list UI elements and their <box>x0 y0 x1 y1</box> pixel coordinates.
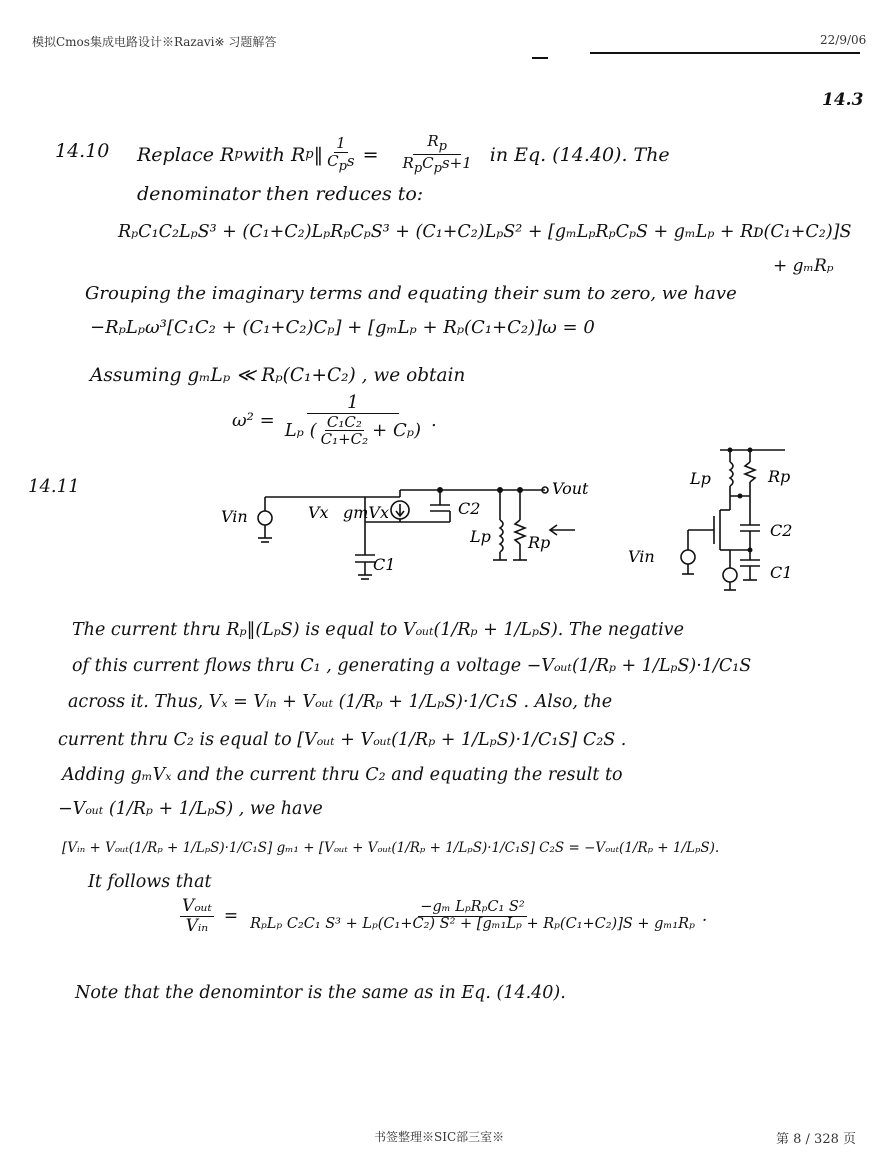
omega-denominator <box>283 414 423 448</box>
transfer-rhs <box>248 900 697 933</box>
transfer-lhs-den: Vᵢₙ <box>185 915 209 936</box>
page-tag: 14.3 <box>822 90 864 110</box>
fraction-denominator <box>325 153 357 174</box>
small-signal-circuit <box>215 470 595 600</box>
den-c-sub: p <box>338 158 347 174</box>
transistor-circuit <box>620 440 820 600</box>
bias-current-source <box>723 568 737 582</box>
circuit2-label-c2: C2 <box>770 521 793 540</box>
den-s: s <box>346 151 355 170</box>
solution-line-3: across it. Thus, Vₓ = Vᵢₙ + Vₒᵤₜ (1/Rₚ + 1/LₚS)·1/C₁S . Also, the <box>68 692 613 712</box>
omega-den-b: + Cₚ) <box>372 419 421 441</box>
omega-squared-equation <box>232 393 437 448</box>
fraction2-denominator: $R_pC_ps+1$ <box>402 154 472 177</box>
document-date: 22/9/06 <box>820 33 867 47</box>
solution-line-6: −Vₒᵤₜ (1/Rₚ + 1/LₚS) , we have <box>58 799 323 819</box>
omega-inner-fraction <box>319 414 371 448</box>
denominator-tail: + gₘRₚ <box>773 256 834 276</box>
num-r: R <box>427 132 439 150</box>
line1-sub-p2: p <box>305 147 314 163</box>
solution-line-1: The current thru Rₚ‖(LₚS) is equal to Vₒᵤₜ(1/Rₚ + 1/LₚS). The negative <box>72 620 684 640</box>
equals-sign: = <box>362 143 379 166</box>
num-r-sub: p <box>438 139 447 154</box>
line1-text-a: Replace R <box>137 143 235 166</box>
lp-inductor-2 <box>730 462 733 486</box>
circuit2-label-lp: Lp <box>690 469 711 488</box>
transfer-period: . <box>701 906 708 927</box>
circuit-label-rp: Rp <box>528 533 551 552</box>
transfer-lhs-num: Vₒᵤₜ <box>182 896 212 916</box>
line1-text-f: in Eq. (14.40). The <box>489 143 670 166</box>
circuit2-label-c1: C1 <box>770 563 793 582</box>
imaginary-equation: −RₚLₚω³[C₁C₂ + (C₁+C₂)Cₚ] + [gₘLₚ + Rₚ(C₁+C₂)]ω = 0 <box>90 317 595 338</box>
line1-sub-p1: p <box>234 147 243 163</box>
problem-14-10-line1 <box>137 133 670 177</box>
solution-line-8: It follows that <box>88 872 212 892</box>
parallel-symbol: ‖ <box>313 143 324 166</box>
den-c: C <box>327 151 339 170</box>
transfer-numerator: −gₘ LₚRₚC₁ S² <box>420 898 525 915</box>
footer-center-text: 书签整理※SIC部三室※ <box>374 1130 505 1144</box>
inner-numerator: C₁C₂ <box>326 412 362 431</box>
transfer-lhs <box>180 897 214 935</box>
den-cap: C <box>422 154 434 173</box>
circuit-label-lp: Lp <box>470 527 491 546</box>
fraction-numerator: 1 <box>336 134 346 153</box>
circuit2-label-vin: Vin <box>628 547 655 566</box>
header-rule-mark <box>532 57 548 59</box>
transfer-function <box>178 897 707 935</box>
solution-line-5: Adding gₘVₓ and the current thru C₂ and equating the result to <box>62 765 623 785</box>
problem-number-14-10: 14.10 <box>55 140 110 162</box>
solution-line-7: [Vᵢₙ + Vₒᵤₜ(1/Rₚ + 1/LₚS)·1/C₁S] gₘ₁ + [Vₒᵤₜ + Vₒᵤₜ(1/Rₚ + 1/LₚS)·1/C₁S] C₂S = −Vₒᵤₜ(1/Rₚ + 1/LₚS). <box>62 840 720 856</box>
denominator-intro: denominator then reduces to: <box>137 183 424 205</box>
problem-number-14-11: 14.11 <box>28 476 80 497</box>
footer-page-info: 第 8 / 328 页 <box>776 1132 856 1147</box>
circuit2-label-rp: Rp <box>768 467 791 486</box>
transfer-denominator: RₚLₚ C₂C₁ S³ + Lₚ(C₁+C₂) S² + [gₘ₁Lₚ + Rₚ(C₁+C₂)]S + gₘ₁Rₚ <box>250 915 695 932</box>
lp-inductor <box>500 520 503 552</box>
circuit-label-c1: C1 <box>373 555 396 574</box>
solution-line-4: current thru C₂ is equal to [Vₒᵤₜ + Vₒᵤₜ(1/Rₚ + 1/LₚS)·1/C₁S] C₂S . <box>58 730 627 750</box>
solution-line-2: of this current flows thru C₁ , generating a voltage −Vₒᵤₜ(1/Rₚ + 1/LₚS)·1/C₁S <box>72 656 752 676</box>
circuit-label-vx: Vx <box>308 503 329 522</box>
omega-den-a: Lₚ ( <box>284 419 317 441</box>
header-rule <box>590 52 860 54</box>
omega-period: . <box>430 409 437 431</box>
omega-numerator: 1 <box>307 393 398 414</box>
fraction-rp-over-rpcps1 <box>401 133 474 177</box>
circuit-label-c2: C2 <box>458 499 481 518</box>
assumption-text: Assuming gₘLₚ ≪ Rₚ(C₁+C₂) , we obtain <box>90 365 466 386</box>
inner-denominator: C₁+C₂ <box>320 430 369 449</box>
grouping-text: Grouping the imaginary terms and equating their sum to zero, we have <box>85 283 737 304</box>
vin-source-symbol <box>258 511 272 525</box>
circuit-label-vout: Vout <box>552 479 589 498</box>
circuit-label-gmvx: gmVx <box>343 503 389 522</box>
den-r: R <box>402 154 414 173</box>
rp-resistor <box>515 520 525 544</box>
vin-source-symbol-2 <box>681 550 695 564</box>
rp-resistor-2 <box>745 462 755 482</box>
note-text: Note that the denomintor is the same as in Eq. (14.40). <box>75 983 566 1003</box>
fraction2-numerator <box>413 133 461 155</box>
denominator-expression: RₚC₁C₂LₚS³ + (C₁+C₂)LₚRₚCₚS³ + (C₁+C₂)LₚS² + [gₘLₚRₚCₚS + gₘLₚ + Rᴅ(C₁+C₂)]S <box>118 222 852 242</box>
circuit-label-vin: Vin <box>221 507 248 526</box>
line1-text-c: with R <box>242 143 306 166</box>
den-tail: s+1 <box>441 154 472 173</box>
omega-fraction <box>283 393 423 448</box>
document-title: 模拟Cmos集成电路设计※Razavi※ 习题解答 <box>32 35 277 49</box>
transfer-equals: = <box>223 906 239 927</box>
omega-lhs: ω² = <box>232 409 275 431</box>
fraction-one-over-cps <box>325 135 357 174</box>
